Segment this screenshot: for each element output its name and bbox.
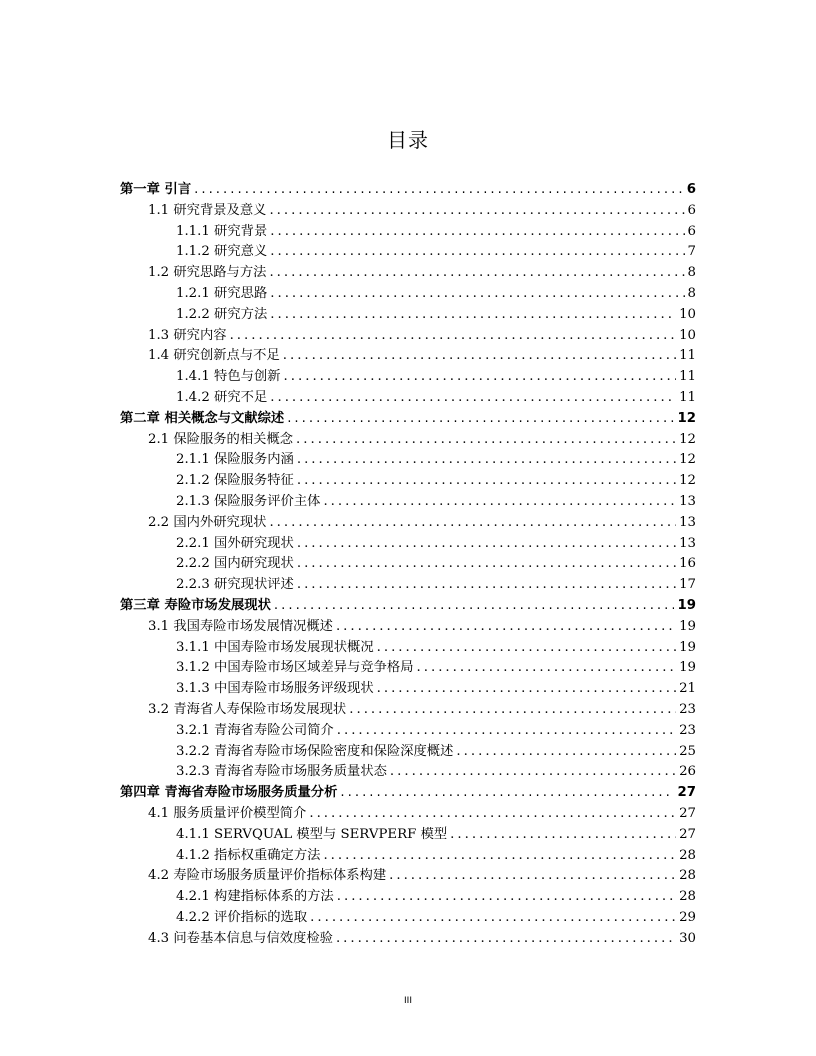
toc-section-entry[interactable] (120, 201, 696, 222)
toc-entry-label: 1.3 研究内容 (148, 327, 227, 343)
toc-entry-label: 3.1 我国寿险市场发展情况概述 (148, 618, 333, 634)
toc-entry-label: 第四章 青海省寿险市场服务质量分析 (120, 785, 338, 801)
dot-leader (270, 242, 684, 263)
toc-section-entry[interactable] (120, 679, 696, 700)
toc-entry-label: 2.2 国内外研究现状 (148, 514, 267, 530)
toc-entry-label: 3.2 青海省人寿保险市场发展现状 (148, 701, 347, 717)
dot-leader (270, 388, 676, 409)
toc-section-entry[interactable] (120, 326, 696, 347)
toc-entry-label: 4.2.1 构建指标体系的方法 (176, 889, 334, 905)
toc-entry-page: 12 (679, 431, 696, 447)
toc-section-entry[interactable] (120, 346, 696, 367)
dot-leader (270, 284, 684, 305)
toc-chapter-entry[interactable] (120, 409, 696, 430)
page-number: III (404, 996, 412, 1006)
toc-entry-page: 27 (679, 805, 696, 821)
toc-entry-page: 10 (679, 327, 696, 343)
toc-chapter-entry[interactable] (120, 783, 696, 804)
toc-entry-label: 2.1.1 保险服务内涵 (176, 452, 294, 468)
toc-entry-label: 3.1.3 中国寿险市场服务评级现状 (176, 681, 374, 697)
dot-leader (297, 534, 676, 555)
dot-leader (284, 367, 677, 388)
toc-section-entry[interactable] (120, 721, 696, 742)
dot-leader (297, 554, 676, 575)
toc-section-entry[interactable] (120, 658, 696, 679)
toc-section-entry[interactable] (120, 222, 696, 243)
toc-entry-page: 29 (679, 909, 696, 925)
dot-leader (450, 825, 676, 846)
toc-section-entry[interactable] (120, 554, 696, 575)
toc-section-entry[interactable] (120, 575, 696, 596)
toc-section-entry[interactable] (120, 908, 696, 929)
toc-section-entry[interactable] (120, 887, 696, 908)
toc-section-entry[interactable] (120, 367, 696, 388)
toc-entry-page: 8 (687, 285, 696, 301)
toc-entry-label: 第三章 寿险市场发展现状 (120, 597, 271, 613)
toc-entry-page: 19 (679, 660, 696, 676)
toc-entry-page: 12 (679, 452, 696, 468)
toc-entry-label: 4.1.1 SERVQUAL 模型与 SERVPERF 模型 (176, 826, 448, 842)
toc-entry-page: 30 (679, 930, 696, 946)
toc-section-entry[interactable] (120, 804, 696, 825)
toc-entry-label: 1.4.1 特色与创新 (176, 369, 281, 385)
toc-entry-label: 2.1 保险服务的相关概念 (148, 431, 294, 447)
dot-leader (337, 887, 676, 908)
toc-entry-label: 1.1.2 研究意义 (176, 244, 268, 260)
toc-entry-page: 10 (679, 306, 696, 322)
toc-entry-page: 19 (679, 639, 696, 655)
toc-entry-label: 1.2.2 研究方法 (176, 306, 268, 322)
dot-leader (194, 180, 684, 201)
toc-entry-label: 2.2.3 研究现状评述 (176, 577, 294, 593)
toc-entry-label: 3.2.1 青海省寿险公司简介 (176, 722, 334, 738)
dot-leader (287, 409, 674, 430)
toc-section-entry[interactable] (120, 866, 696, 887)
toc-entry-page: 6 (687, 223, 696, 239)
toc-section-entry[interactable] (120, 638, 696, 659)
toc-entry-page: 19 (677, 597, 696, 613)
toc-entry-label: 3.2.2 青海省寿险市场保险密度和保险深度概述 (176, 743, 454, 759)
toc-entry-label: 4.2 寿险市场服务质量评价指标体系构建 (148, 868, 387, 884)
toc-section-entry[interactable] (120, 430, 696, 451)
dot-leader (296, 430, 676, 451)
toc-section-entry[interactable] (120, 242, 696, 263)
toc-entry-page: 7 (687, 244, 696, 260)
toc-section-entry[interactable] (120, 825, 696, 846)
toc-section-entry[interactable] (120, 617, 696, 638)
toc-entry-page: 28 (679, 868, 696, 884)
dot-leader (283, 346, 676, 367)
dot-leader (336, 617, 676, 638)
page-title: 目录 (387, 128, 429, 152)
toc-entry-page: 26 (679, 764, 696, 780)
toc-entry-page: 16 (679, 556, 696, 572)
toc-entry-page: 6 (686, 182, 696, 197)
toc-entry-label: 1.2.1 研究思路 (176, 285, 268, 301)
toc-entry-label: 4.2.2 评价指标的选取 (176, 909, 308, 925)
toc-entry-page: 12 (679, 473, 696, 489)
toc-entry-label: 1.2 研究思路与方法 (148, 265, 267, 281)
toc-entry-page: 21 (679, 681, 696, 697)
toc-entry-page: 12 (677, 410, 696, 426)
toc-entry-page: 23 (679, 722, 696, 738)
dot-leader (297, 471, 676, 492)
toc-entry-label: 4.1 服务质量评价模型简介 (148, 805, 307, 821)
dot-leader (274, 596, 675, 617)
toc-section-entry[interactable] (120, 471, 696, 492)
toc-section-entry[interactable] (120, 388, 696, 409)
toc-section-entry[interactable] (120, 492, 696, 513)
dot-leader (336, 929, 676, 950)
toc-entry-page: 13 (679, 493, 696, 509)
dot-leader (456, 742, 676, 763)
dot-leader (389, 866, 676, 887)
toc-entry-page: 25 (679, 743, 696, 759)
toc-entry-label: 2.1.2 保险服务特征 (176, 473, 294, 489)
dot-leader (309, 804, 676, 825)
toc-section-entry[interactable] (120, 513, 696, 534)
toc-chapter-entry[interactable] (120, 180, 696, 201)
dot-leader (377, 638, 676, 659)
toc-entry-label: 3.1.2 中国寿险市场区域差异与竞争格局 (176, 660, 414, 676)
dot-leader (297, 575, 676, 596)
toc-entry-label: 1.4 研究创新点与不足 (148, 348, 280, 364)
toc-section-entry[interactable] (120, 450, 696, 471)
toc-entry-label: 第二章 相关概念与文献综述 (120, 410, 285, 426)
toc-entry-label: 3.2.3 青海省寿险市场服务质量状态 (176, 764, 387, 780)
toc-section-entry[interactable] (120, 534, 696, 555)
toc-entry-label: 4.1.2 指标权重确定方法 (176, 847, 321, 863)
dot-leader (270, 222, 684, 243)
toc-entry-page: 8 (687, 265, 696, 281)
toc-entry-page: 27 (679, 826, 696, 842)
toc-entry-page: 19 (679, 618, 696, 634)
toc-entry-page: 17 (679, 577, 696, 593)
dot-leader (349, 700, 676, 721)
dot-leader (340, 783, 674, 804)
toc-entry-page: 11 (679, 348, 696, 364)
table-of-contents (120, 180, 696, 949)
toc-entry-page: 23 (679, 701, 696, 717)
toc-entry-label: 1.1 研究背景及意义 (148, 202, 267, 218)
toc-section-entry[interactable] (120, 929, 696, 950)
dot-leader (270, 305, 676, 326)
toc-entry-label: 4.3 问卷基本信息与信效度检验 (148, 930, 333, 946)
toc-entry-label: 1.4.2 研究不足 (176, 389, 268, 405)
toc-entry-page: 28 (679, 889, 696, 905)
toc-entry-page: 13 (679, 535, 696, 551)
dot-leader (297, 450, 676, 471)
toc-entry-label: 1.1.1 研究背景 (176, 223, 268, 239)
toc-section-entry[interactable] (120, 284, 696, 305)
dot-leader (323, 846, 676, 867)
toc-entry-page: 11 (679, 369, 696, 385)
toc-entry-page: 28 (679, 847, 696, 863)
dot-leader (230, 326, 677, 347)
toc-entry-label: 2.2.1 国外研究现状 (176, 535, 294, 551)
dot-leader (417, 658, 677, 679)
toc-entry-page: 13 (679, 514, 696, 530)
toc-entry-label: 第一章 引言 (120, 182, 192, 197)
toc-section-entry[interactable] (120, 700, 696, 721)
toc-entry-page: 11 (679, 389, 696, 405)
toc-entry-label: 3.1.1 中国寿险市场发展现状概况 (176, 639, 374, 655)
toc-entry-label: 2.1.3 保险服务评价主体 (176, 493, 321, 509)
dot-leader (377, 679, 676, 700)
dot-leader (390, 762, 676, 783)
dot-leader (337, 721, 676, 742)
toc-section-entry[interactable] (120, 305, 696, 326)
toc-entry-label: 2.2.2 国内研究现状 (176, 556, 294, 572)
dot-leader (310, 908, 676, 929)
toc-chapter-entry[interactable] (120, 596, 696, 617)
toc-section-entry[interactable] (120, 846, 696, 867)
toc-section-entry[interactable] (120, 762, 696, 783)
toc-section-entry[interactable] (120, 742, 696, 763)
dot-leader (269, 201, 684, 222)
toc-entry-page: 6 (687, 202, 696, 218)
dot-leader (269, 263, 684, 284)
toc-section-entry[interactable] (120, 263, 696, 284)
dot-leader (269, 513, 676, 534)
toc-entry-page: 27 (677, 785, 696, 801)
dot-leader (323, 492, 676, 513)
